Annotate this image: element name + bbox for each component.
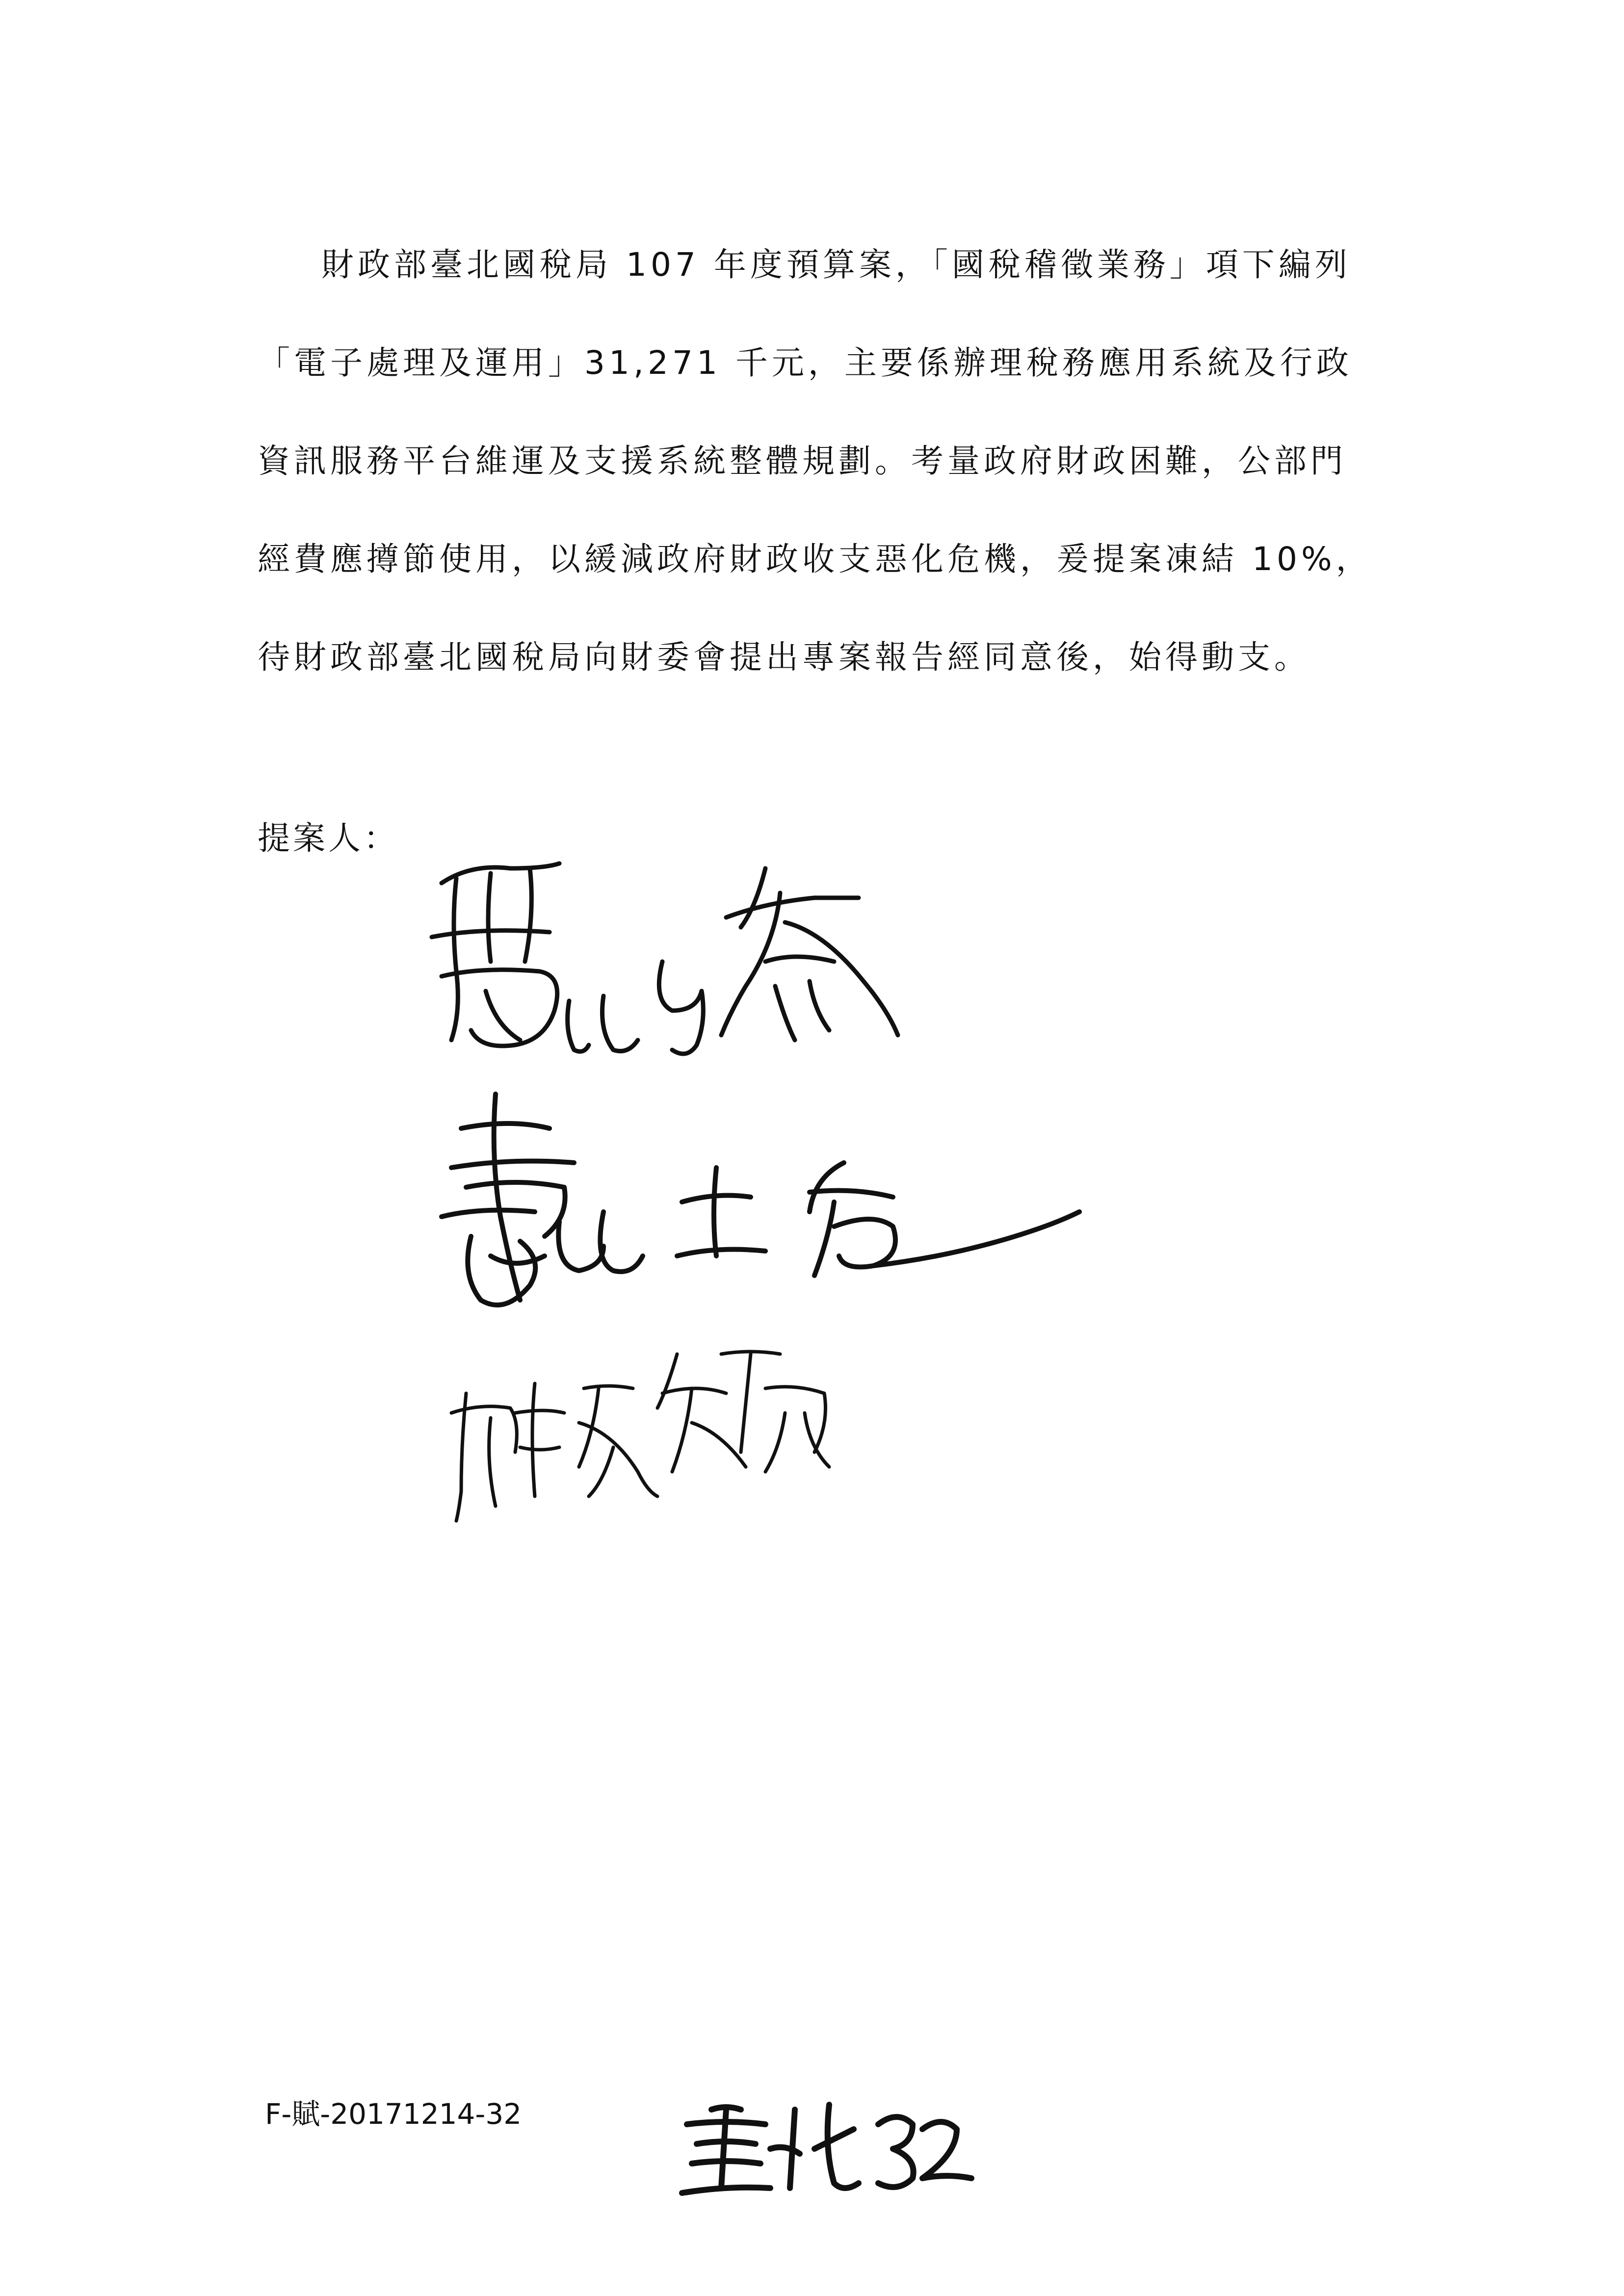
- body-line-3: 資訊服務平台維運及支援系統整體規劃。考量政府財政困難，公部門: [258, 442, 1347, 480]
- proposer-label: 提案人：: [258, 819, 399, 857]
- document-code: F-賦-20171214-32: [265, 2097, 522, 2131]
- body-line-4: 經費應撙節使用，以緩減政府財政收支惡化危機，爰提案凍結 10%，: [258, 540, 1372, 578]
- body-line-5: 待財政部臺北國稅局向財委會提出專案報告經同意後，始得動支。: [258, 638, 1310, 676]
- body-line-2: 「電子處理及運用」31,271 千元，主要係辦理稅務應用系統及行政: [258, 344, 1353, 382]
- body-line-1: 財政部臺北國稅局 107 年度預算案，「國稅稽徵業務」項下編列: [321, 246, 1351, 284]
